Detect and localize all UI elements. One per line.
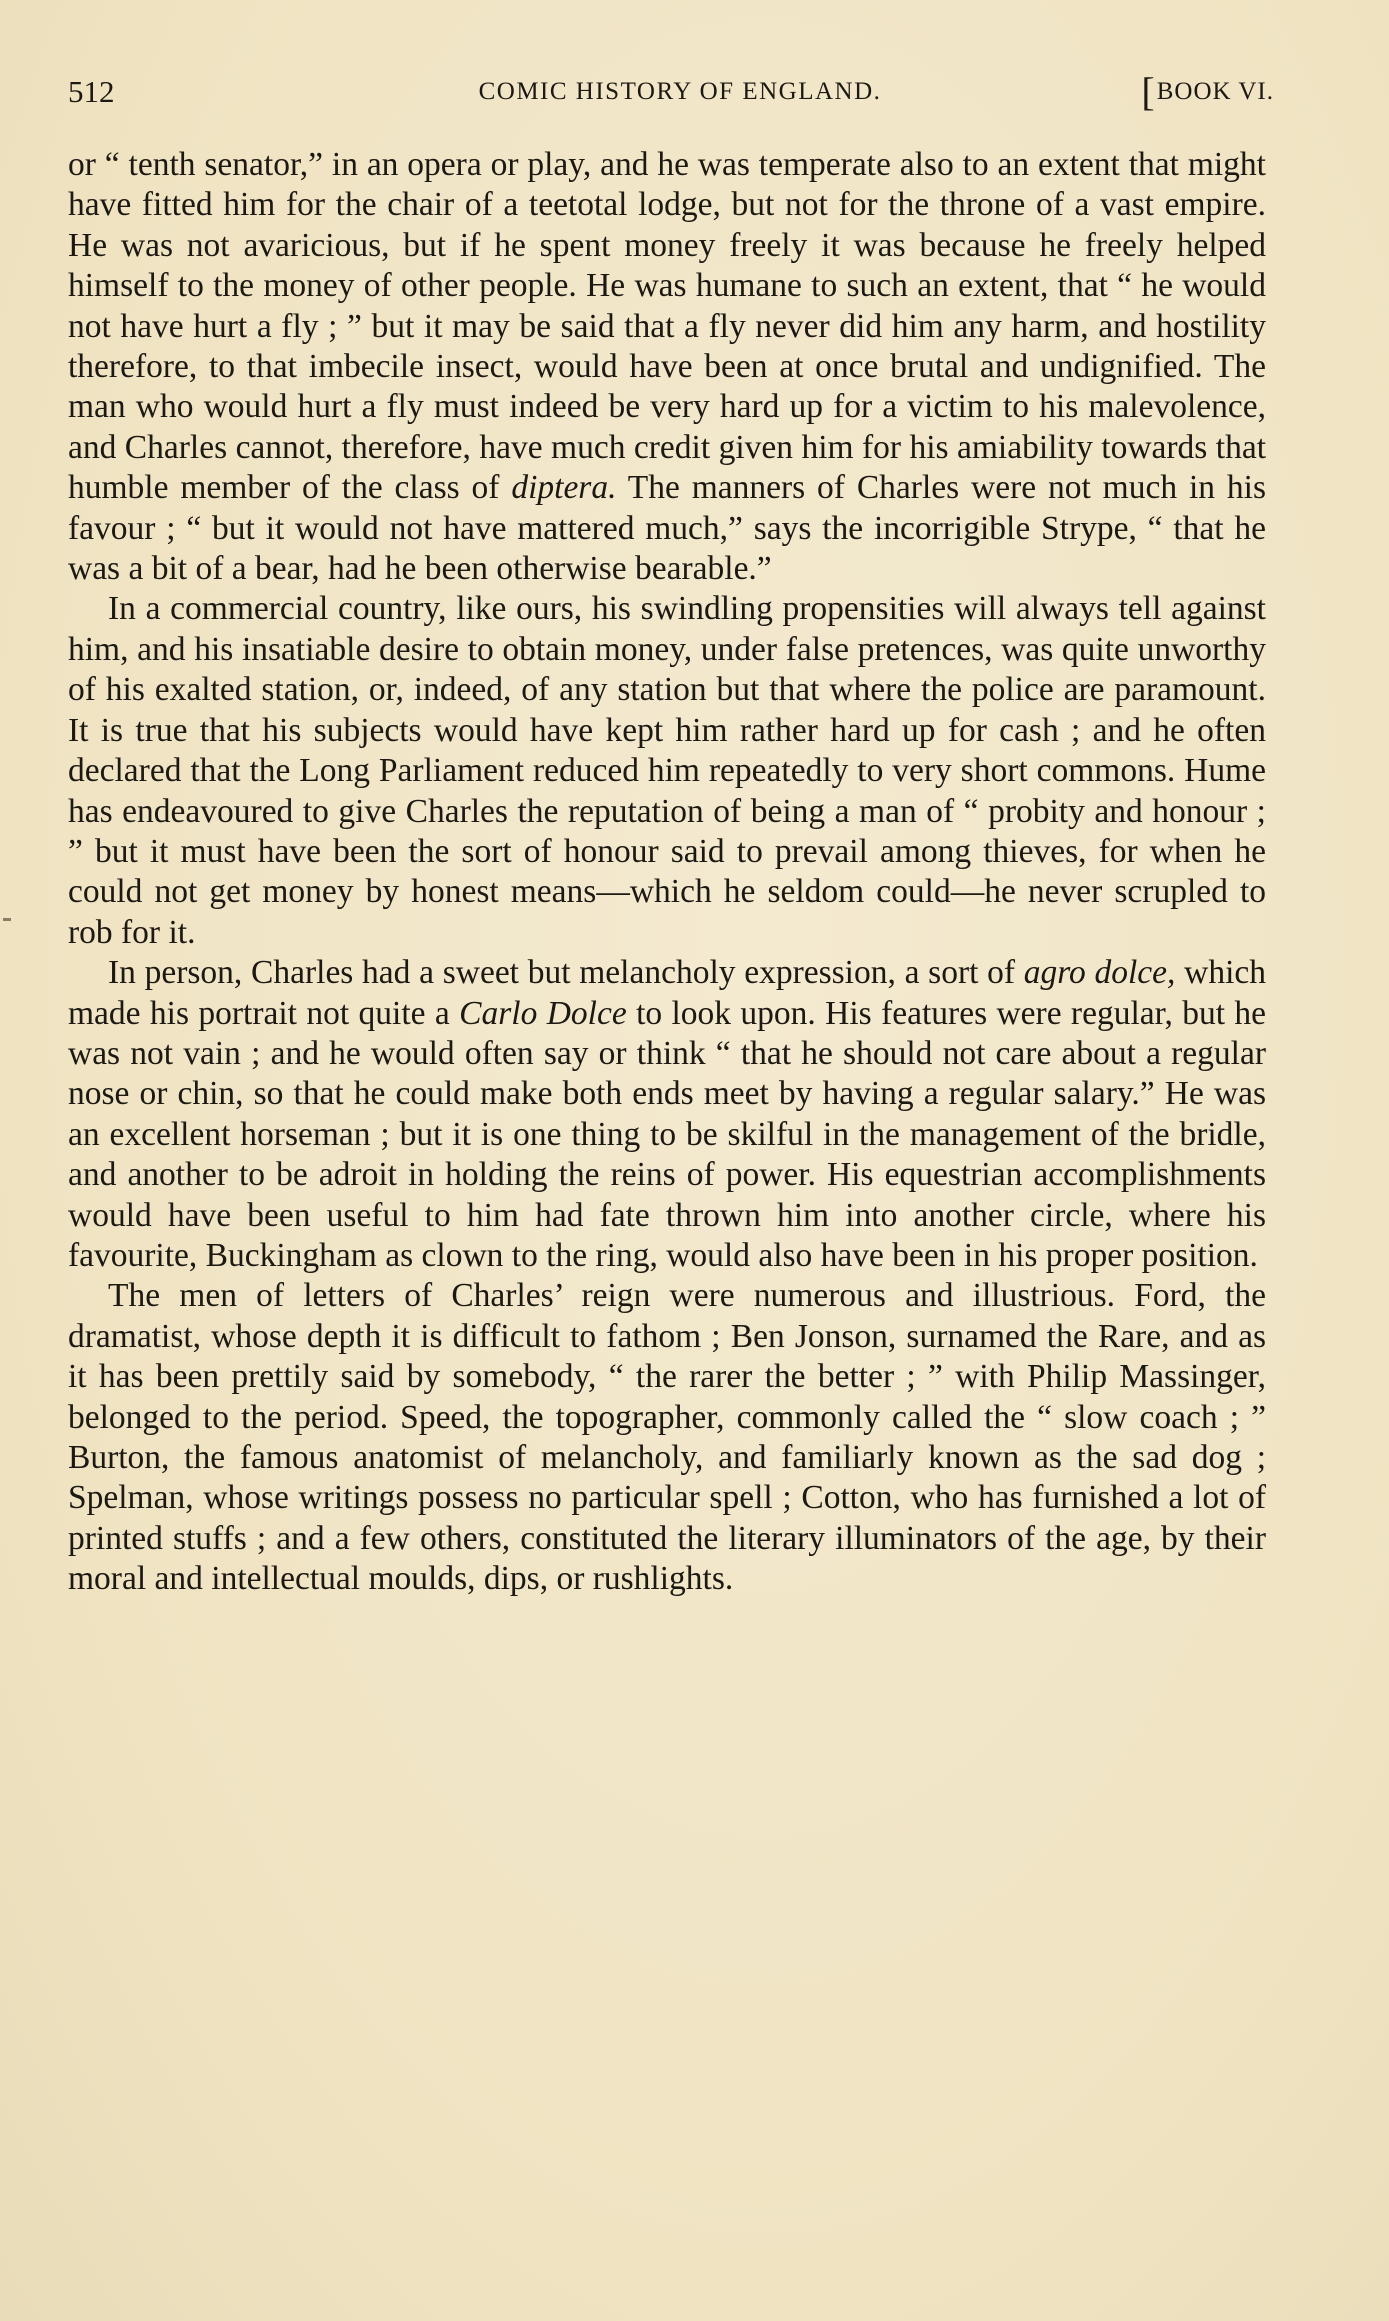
paragraph-1-part-a: or “ tenth senator,” in an opera or play, and he was temperate also to an extent that might have fitted him for the chair of a teetotal lodge, but not for the throne of a vast empire. He was not avaricious, but if he spent money freely it was because he freely helped himself to the money of other people. He was humane to such an extent, that “ he would not have hurt a fly ; ” but it may be said that a fly never did him any harm, and hostility therefore, to that imbecile insect, would have been at once brutal and undignified. The man who would hurt a fly must indeed be very hard up for a victim to his malevolence, and Charles cannot, therefore, have much credit given him for his amiability towards that humble member of the class of — [68, 146, 1266, 507]
running-head — [68, 66, 1274, 118]
paragraph-3-part-c: which made his portrait not quite a — [68, 954, 1267, 1032]
paragraph-1-italic-diptera: diptera. — [511, 469, 617, 507]
book-label-text: BOOK VI. — [1156, 78, 1274, 105]
paragraph-3-part-e: to look upon. His features were regular, but he was not vain ; and he would often say or think “ that he should not care about a regular nose or chin, so that he could make both ends meet by having a regular salary.” He was an excellent horseman ; but it is one thing to be skilful in the management of the bridle, and another to be adroit in holding the reins of power. His equestrian accomplishments would have been useful to him had fate thrown him into another circle, where his favourite, Buckingham as clown to the ring, would also have been in his proper position. — [68, 994, 1266, 1274]
paragraph-1-part-c: The manners of Charles were not much in his favour ; “ but it would not have mattered much,” says the incorrigible Strype, “ that he was a bit of a bear, had he been otherwise bearable.” — [68, 469, 1266, 588]
paragraph-3-part-a: In person, Charles had a sweet but melancholy expression, a sort of — [108, 954, 1024, 992]
book-label — [1141, 66, 1274, 118]
paragraph-3 — [68, 953, 1266, 1276]
paragraph-3-italic-carlo-dolce: Carlo Dolce — [459, 994, 627, 1032]
page-number: 512 — [68, 74, 115, 109]
paragraph-3-italic-agro-dolce: agro dolce, — [1023, 954, 1176, 992]
margin-mark — [3, 918, 11, 921]
paragraph-2: In a commercial country, like ours, his swindling propensities will always tell against him, and his insatiable desire to obtain money, under false pretences, was quite unworthy of his exalted station, or, indeed, of any station but that where the police are paramount. It is true that his subjects would have kept him rather hard up for cash ; and he often declared that the Long Parliament reduced him repeatedly to very short commons. Hume has endeavoured to give Charles the reputation of being a man of “ probity and honour ; ” but it must have been the sort of honour said to prevail among thieves, for when he could not get money by honest means—which he seldom could—he never scrupled to rob for it. — [68, 590, 1266, 951]
paragraph-1 — [68, 145, 1266, 589]
running-title: COMIC HISTORY OF ENGLAND. — [478, 78, 882, 105]
body-text — [68, 145, 1266, 1600]
paragraph-4: The men of letters of Charles’ reign were numerous and illustrious. Ford, the dramatist, whose depth it is difficult to fathom ; Ben Jonson, surnamed the Rare, and as it has been prettily said by somebody, “ the rarer the better ; ” with Philip Massinger, belonged to the period. Speed, the topographer, commonly called the “ slow coach ; ” Burton, the famous anatomist of melancholy, and familiarly known as the sad dog ; Spelman, whose writings possess no particular spell ; Cotton, who has furnished a lot of printed stuffs ; and a few others, constituted the literary illuminators of the age, by their moral and intellectual moulds, dips, or rushlights. — [68, 1277, 1266, 1598]
bracket-glyph: [ — [1141, 69, 1156, 114]
